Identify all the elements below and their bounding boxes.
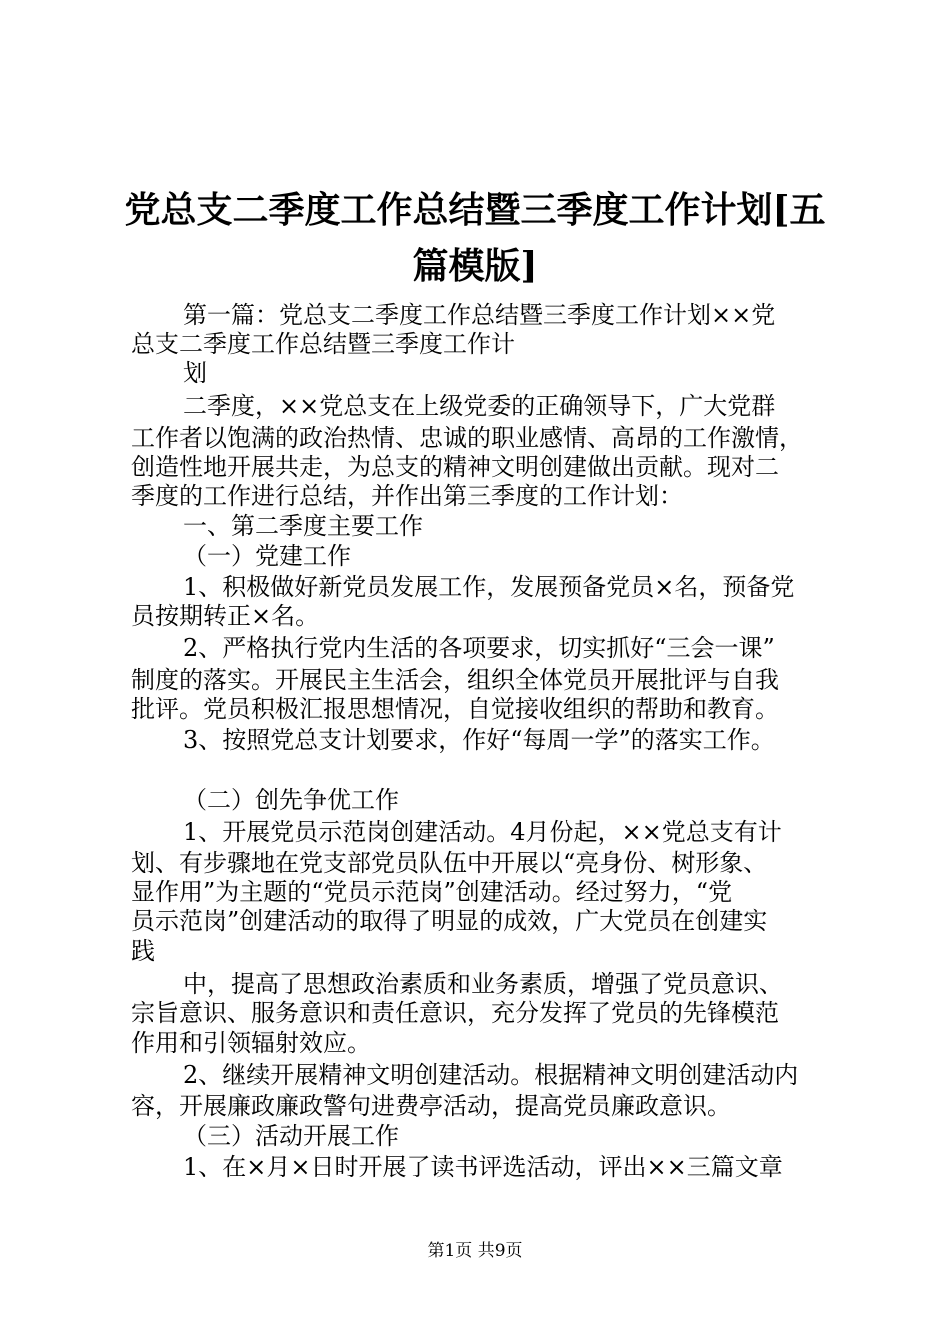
body-line: 员按期转正×名。 <box>131 602 320 630</box>
body-line: 践 <box>131 937 155 965</box>
section-heading: 一、第二季度主要工作 <box>183 512 423 540</box>
body-line: 2、继续开展精神文明创建活动。根据精神文明创建活动内 <box>183 1061 799 1089</box>
body-line: 第一篇：党总支二季度工作总结暨三季度工作计划××党 <box>183 301 776 329</box>
subsection-heading: （二）创先争优工作 <box>183 786 399 814</box>
body-line: 制度的落实。开展民主生活会，组织全体党员开展批评与自我 <box>131 666 779 694</box>
body-line: 创造性地开展共走，为总支的精神文明创建做出贡献。现对二 <box>131 453 779 481</box>
body-line: 3、按照党总支计划要求，作好“每周一学”的落实工作。 <box>183 726 775 754</box>
page-footer: 第1页 共9页 <box>427 1241 523 1261</box>
body-line: 划、有步骤地在党支部党员队伍中开展以“亮身份、树形象、 <box>131 849 768 877</box>
document-title-line1: 党总支二季度工作总结暨三季度工作计划[五 <box>124 189 826 231</box>
body-line: 二季度，××党总支在上级党委的正确领导下，广大党群 <box>183 392 776 420</box>
body-line: 划 <box>183 359 207 387</box>
subsection-heading: （三）活动开展工作 <box>183 1122 399 1150</box>
body-line: 容，开展廉政廉政警句进费亭活动，提高党员廉政意识。 <box>131 1092 731 1120</box>
body-line: 显作用”为主题的“党员示范岗”创建活动。经过努力，“党 <box>131 878 733 906</box>
body-line: 总支二季度工作总结暨三季度工作计 <box>131 330 515 358</box>
body-line: 作用和引领辐射效应。 <box>131 1029 371 1057</box>
body-line: 宗旨意识、服务意识和责任意识，充分发挥了党员的先锋模范 <box>131 999 779 1027</box>
body-line: 1、积极做好新党员发展工作，发展预备党员×名，预备党 <box>183 573 795 601</box>
document-title-line2: 篇模版] <box>412 245 538 287</box>
body-line: 员示范岗”创建活动的取得了明显的成效，广大党员在创建实 <box>131 907 768 935</box>
body-line: 2、严格执行党内生活的各项要求，切实抓好“三会一课” <box>183 634 775 662</box>
subsection-heading: （一）党建工作 <box>183 542 351 570</box>
body-line: 中，提高了思想政治素质和业务素质，增强了党员意识、 <box>183 970 783 998</box>
body-line: 1、在×月×日时开展了读书评选活动，评出××三篇文章 <box>183 1153 783 1181</box>
body-line: 1、开展党员示范岗创建活动。4月份起，××党总支有计 <box>183 818 782 846</box>
body-line: 工作者以饱满的政治热情、忠诚的职业感情、高昂的工作激情， <box>131 424 803 452</box>
body-line: 批评。党员积极汇报思想情况，自觉接收组织的帮助和教育。 <box>131 695 779 723</box>
body-line: 季度的工作进行总结，并作出第三季度的工作计划： <box>131 482 683 510</box>
